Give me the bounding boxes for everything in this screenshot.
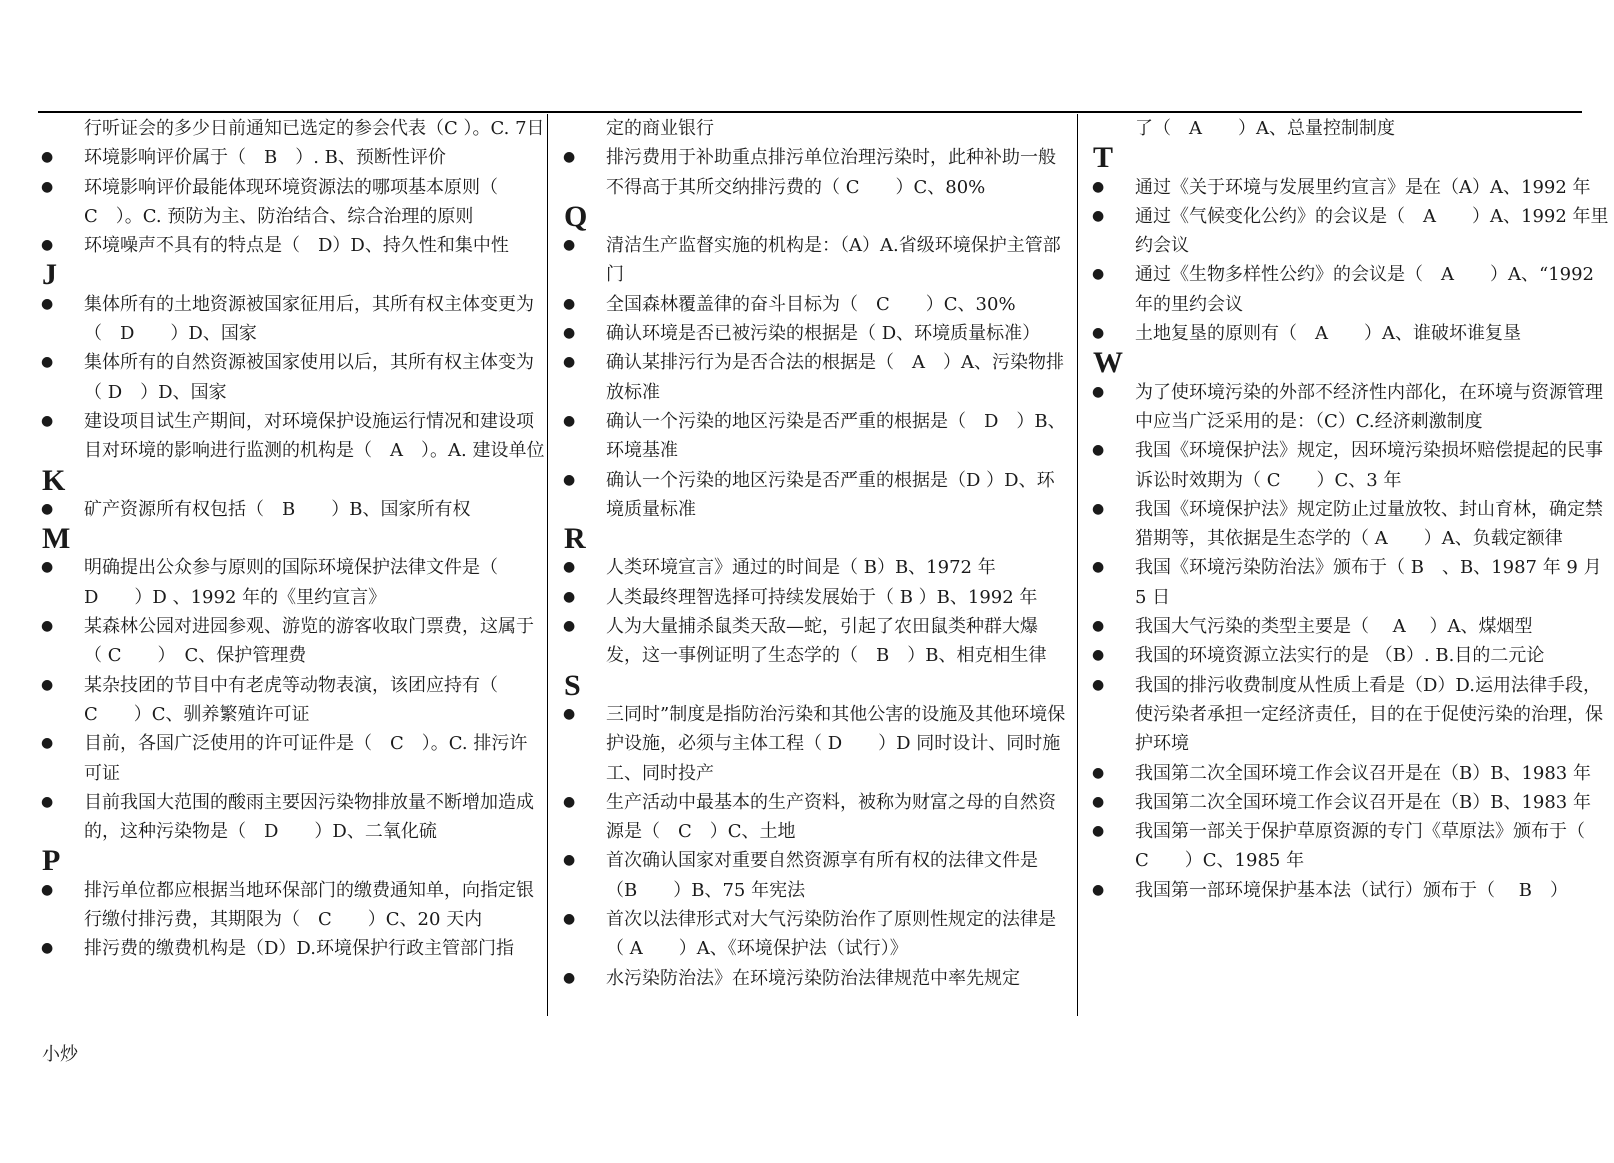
bullet-icon: ●	[1092, 881, 1105, 898]
bullet-icon: ●	[563, 793, 576, 810]
item-text: 排污费用于补助重点排污单位治理污染时，此种补助一般不得高于其所交纳排污费的（ C ）C、80%	[606, 147, 1056, 198]
item-text: 确认环境是否已被污染的根据是（ D、环境质量标准）	[606, 323, 1041, 345]
bullet-icon: ●	[563, 588, 576, 605]
bullet-icon: ●	[1092, 325, 1105, 342]
item-text: 土地复垦的原则有（ A ）A、谁破坏谁复垦	[1135, 323, 1521, 345]
bullet-icon: ●	[1092, 500, 1105, 517]
item-text: 目前，各国广泛使用的许可证件是（ C ）。C. 排污许可证	[84, 733, 528, 784]
list-item	[560, 407, 1066, 466]
list-item	[560, 466, 1066, 525]
item-text: 排污单位都应根据当地环保部门的缴费通知单，向指定银行缴付排污费，其期限为（ C ）C、20 天内	[84, 879, 534, 931]
list-item	[560, 964, 1066, 993]
item-text: 我国大气污染的类型主要是（ A ）A、煤烟型	[1135, 616, 1533, 638]
list-item	[38, 934, 545, 963]
bullet-icon: ●	[563, 969, 576, 986]
list-item	[1089, 759, 1609, 788]
list-item	[560, 143, 1066, 202]
bullet-icon: ●	[1092, 442, 1105, 459]
bullet-icon: ●	[563, 852, 576, 869]
list-item	[1089, 876, 1609, 905]
item-text: 清洁生产监督实施的机构是：（A）A.省级环境保护主管部门	[606, 235, 1061, 286]
list-item	[560, 905, 1066, 964]
bullet-icon: ●	[1092, 647, 1105, 664]
item-text: 建设项目试生产期间，对环境保护设施运行情况和建设项目对环境的影响进行监测的机构是（ A ）。A. 建设单位	[84, 410, 545, 462]
list-item	[560, 231, 1066, 290]
list-item	[1089, 553, 1609, 612]
item-text: 环境影响评价属于（ B ）. B、预断性评价	[84, 147, 446, 169]
item-text: 矿产资源所有权包括（ B ）B、国家所有权	[84, 498, 471, 520]
bullet-icon: ●	[41, 295, 54, 312]
bullet-icon: ●	[41, 354, 54, 371]
bullet-icon: ●	[41, 559, 54, 576]
top-rule	[38, 111, 1582, 113]
list-item	[38, 231, 545, 260]
list-item	[38, 495, 545, 524]
section-letter: T	[1093, 141, 1114, 175]
bullet-icon: ●	[563, 559, 576, 576]
list-item	[38, 788, 545, 847]
item-text: 某杂技团的节目中有老虎等动物表演，该团应持有（ C ）C、驯养繁殖许可证	[84, 674, 516, 725]
section-letter: S	[564, 668, 581, 702]
list-item	[38, 173, 545, 232]
bullet-icon: ●	[1092, 559, 1105, 576]
item-text: 人类最终理智选择可持续发展始于（ B ）B、1992 年	[606, 586, 1038, 608]
bullet-icon: ●	[41, 178, 54, 195]
item-text: 全国森林覆盖律的奋斗目标为（ C ）C、30%	[606, 293, 1016, 315]
list-item	[38, 876, 545, 935]
item-text: 我国的排污收费制度从性质上看是（D）D.运用法律手段，使污染者承担一定经济责任，目的在于促使污染的治理，保护环境	[1135, 674, 1603, 755]
bullet-icon: ●	[41, 618, 54, 635]
list-item	[1089, 788, 1609, 817]
item-text: 通过《生物多样性公约》的会议是（ A ）A、“1992 年的里约会议	[1135, 264, 1595, 315]
item-text: 我国第二次全国环境工作会议召开是在（B）B、1983 年	[1135, 791, 1591, 813]
item-text: 生产活动中最基本的生产资料，被称为财富之母的自然资源是（ C ）C、土地	[606, 791, 1056, 843]
list-item	[560, 553, 1066, 582]
column-divider-2	[1077, 114, 1078, 1016]
item-text: 确认一个污染的地区污染是否严重的根据是（D ）D、环境质量标准	[606, 469, 1055, 520]
item-text: 三同时”制度是指防治污染和其他公害的设施及其他环境保护设施，必须与主体工程（ D ）D 同时设计、同时施工、同时投产	[606, 703, 1066, 784]
list-item	[560, 612, 1066, 671]
bullet-icon: ●	[1092, 383, 1105, 400]
list-item	[1089, 436, 1609, 495]
bullet-icon: ●	[563, 325, 576, 342]
bullet-icon: ●	[563, 412, 576, 429]
list-item	[1089, 817, 1609, 876]
section-letter: M	[42, 522, 71, 556]
bullet-icon: ●	[563, 618, 576, 635]
section-letter: J	[42, 258, 57, 292]
bullet-icon: ●	[1092, 764, 1105, 781]
item-text: 集体所有的自然资源被国家使用以后，其所有权主体变为（ D ）D、国家	[84, 352, 534, 403]
bullet-icon: ●	[41, 793, 54, 810]
item-text: 人类环境宣言》通过的时间是（ B）B、1972 年	[606, 557, 996, 579]
bullet-icon: ●	[41, 735, 54, 752]
bullet-icon: ●	[1092, 618, 1105, 635]
item-text: 水污染防治法》在环境污染防治法律规范中率先规定	[606, 967, 1020, 989]
item-text: 集体所有的土地资源被国家征用后，其所有权主体变更为（ D ）D、国家	[84, 293, 534, 345]
bullet-icon: ●	[41, 940, 54, 957]
item-text: 我国《环境保护法》规定防止过量放牧、封山育林，确定禁猎期等，其依据是生态学的（ A ）A、负载定额律	[1135, 498, 1603, 550]
column-divider-1	[547, 114, 548, 1016]
item-text: 我国第一部关于保护草原资源的专门《草原法》颁布于（ C ）C、1985 年	[1135, 821, 1585, 872]
item-text: 环境影响评价最能体现环境资源法的哪项基本原则（ C ）。C. 预防为主、防治结合、综合治理的原则	[84, 176, 498, 227]
list-item	[560, 319, 1066, 348]
item-text: 确认某排污行为是否合法的根据是（ A ）A、污染物排放标准	[606, 352, 1064, 403]
list-item	[1089, 260, 1609, 319]
bullet-icon: ●	[1092, 676, 1105, 693]
item-text: 我国第一部环境保护基本法（试行）颁布于（ B ）	[1135, 879, 1568, 901]
bullet-icon: ●	[563, 295, 576, 312]
item-text: 首次以法律形式对大气污染防治作了原则性规定的法律是（ A ）A、《环境保护法（试行）》	[606, 909, 1056, 960]
bullet-icon: ●	[41, 237, 54, 254]
item-text: 通过《气候变化公约》的会议是（ A ）A、1992 年里约会议	[1135, 205, 1609, 257]
list-item	[1089, 173, 1609, 202]
list-item	[560, 788, 1066, 847]
column-2	[560, 114, 1066, 1016]
list-item	[560, 290, 1066, 319]
list-item	[1089, 378, 1609, 437]
list-item	[560, 348, 1066, 407]
item-text: 我国第二次全国环境工作会议召开是在（B）B、1983 年	[1135, 762, 1591, 784]
bullet-icon: ●	[563, 911, 576, 928]
bullet-icon: ●	[41, 676, 54, 693]
list-item	[560, 583, 1066, 612]
list-item	[38, 671, 545, 730]
bullet-icon: ●	[563, 471, 576, 488]
bullet-icon: ●	[1092, 178, 1105, 195]
list-item	[1089, 641, 1609, 670]
bullet-icon: ●	[563, 149, 576, 166]
footer-note: 小炒	[42, 1044, 78, 1065]
item-text: 目前我国大范围的酸雨主要因污染物排放量不断增加造成的，这种污染物是（ D ）D、二氧化硫	[84, 791, 534, 843]
section-letter: Q	[564, 199, 588, 233]
bullet-icon: ●	[41, 500, 54, 517]
section-letter: K	[42, 463, 66, 497]
list-item	[560, 700, 1066, 788]
item-text: 明确提出公众参与原则的国际环境保护法律文件是（ D ）D 、1992 年的《里约宣言》	[84, 557, 498, 608]
list-item	[1089, 319, 1609, 348]
bullet-icon: ●	[563, 354, 576, 371]
section-letter: P	[42, 844, 61, 878]
list-item	[1089, 612, 1609, 641]
item-text: 通过《关于环境与发展里约宣言》是在（A）A、1992 年	[1135, 176, 1591, 198]
item-text: 首次确认国家对重要自然资源享有所有权的法律文件是（B ）B、75 年宪法	[606, 850, 1038, 901]
continued-text: 了（ A ）A、总量控制制度	[1135, 118, 1395, 139]
bullet-icon: ●	[41, 149, 54, 166]
list-item	[560, 846, 1066, 905]
list-item	[38, 407, 545, 466]
column-1	[38, 114, 545, 1016]
list-item	[1089, 671, 1609, 759]
list-item	[38, 348, 545, 407]
list-item	[38, 729, 545, 788]
continued-text: 定的商业银行	[606, 118, 714, 139]
bullet-icon: ●	[1092, 207, 1105, 224]
section-letter: R	[564, 522, 586, 556]
list-item	[38, 143, 545, 172]
continued-text: 行听证会的多少日前通知已选定的参会代表（C ）。C. 7日	[84, 118, 545, 139]
bullet-icon: ●	[1092, 793, 1105, 810]
list-item	[1089, 202, 1609, 261]
bullet-icon: ●	[1092, 823, 1105, 840]
list-item	[38, 612, 545, 671]
item-text: 环境噪声不具有的特点是（ D）D、持久性和集中性	[84, 235, 509, 257]
column-3	[1089, 114, 1609, 1016]
item-text: 我国的环境资源立法实行的是 （B）. B.目的二元论	[1135, 645, 1545, 667]
list-item	[1089, 495, 1609, 554]
item-text: 某森林公园对进园参观、游览的游客收取门票费，这属于（ C ） C、保护管理费	[84, 616, 534, 667]
item-text: 人为大量捕杀鼠类天敌—蛇，引起了农田鼠类种群大爆发，这一事例证明了生态学的（ B ）B、相克相生律	[606, 616, 1047, 667]
bullet-icon: ●	[563, 705, 576, 722]
section-letter: W	[1093, 346, 1123, 380]
list-item	[38, 290, 545, 349]
item-text: 为了使环境污染的外部不经济性内部化，在环境与资源管理中应当广泛采用的是：（C）C.经济刺激制度	[1135, 381, 1603, 432]
item-text: 排污费的缴费机构是（D）D.环境保护行政主管部门指	[84, 938, 514, 960]
bullet-icon: ●	[41, 881, 54, 898]
bullet-icon: ●	[41, 412, 54, 429]
list-item	[38, 553, 545, 612]
item-text: 我国《环境污染防治法》颁布于（ B 、B、1987 年 9 月 5 日	[1135, 557, 1602, 608]
bullet-icon: ●	[563, 237, 576, 254]
item-text: 确认一个污染的地区污染是否严重的根据是（ D ）B、环境基准	[606, 410, 1066, 462]
item-text: 我国《环境保护法》规定，因环境污染损坏赔偿提起的民事诉讼时效期为（ C ）C、3 年	[1135, 440, 1603, 491]
bullet-icon: ●	[1092, 266, 1105, 283]
